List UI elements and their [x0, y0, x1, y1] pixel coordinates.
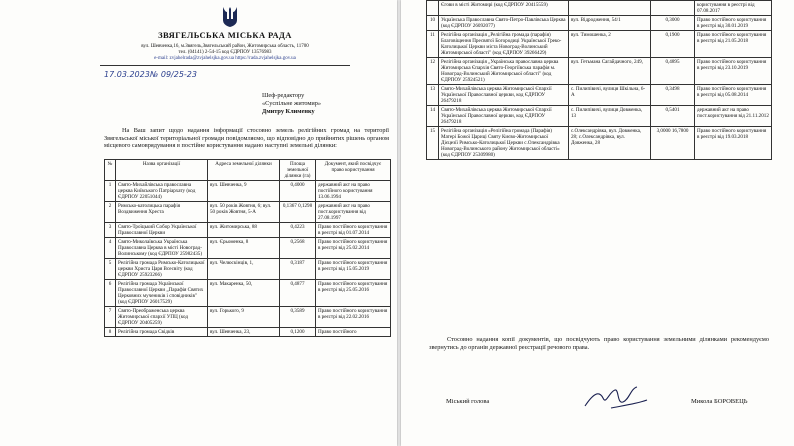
- row-number: 14: [427, 106, 439, 127]
- row-area: 0,4895: [651, 58, 695, 85]
- header-organization: Назва організації: [116, 160, 208, 181]
- row-area: 0,1367 0,1298: [280, 202, 316, 223]
- council-phones: тел. (04141) 2-54-15 код ЄДРПОУ 13576983: [178, 50, 272, 55]
- row-document: державний акт на право пост.користування від 21.11.2012: [695, 106, 772, 127]
- row-address: вул. Макаренка, 50,: [208, 280, 280, 307]
- row-address: вул. Житомирська, 88: [208, 223, 280, 238]
- row-address: вул. Гетьмана Сагайдачного, 249,: [569, 58, 651, 85]
- row-document: державний акт на право пост.користування від 27.08.1997: [316, 202, 391, 223]
- intro-paragraph: На Ваш запит щодо надання інформації стосовно земель релігійних громад на території Звягельської міської територіальної громади повідомляємо, що відповідно до прийнятих рішень органом місцевого самоврядування в постійне користування надано наступні земельні ділянки:: [104, 127, 389, 150]
- registration-date: 17.03.2023: [104, 70, 150, 79]
- table-row: [427, 127, 772, 160]
- table-row: [427, 106, 772, 127]
- row-document: користування в реєстрі від 07.08.2017: [695, 1, 772, 16]
- row-document: Право постійного користування в реєстрі від 19.03.2018: [695, 127, 772, 160]
- row-number: 10: [427, 16, 439, 31]
- row-address: с. Пилипівичі, вулиця Шкільна, 6-А: [569, 85, 651, 106]
- row-area: 0,3498: [651, 85, 695, 106]
- row-area: 0,4877: [280, 280, 316, 307]
- row-address: с. Пилипівичі, вулиця Довженка, 13: [569, 106, 651, 127]
- signatory-name: Микола БОРОВЕЦЬ: [691, 398, 748, 405]
- table-row: [427, 31, 772, 58]
- row-area: 3,0000 16,7800: [651, 127, 695, 160]
- row-address: [569, 1, 651, 16]
- table-row: [105, 280, 391, 307]
- row-address: вул. Тимошенка, 2: [569, 31, 651, 58]
- row-number: 12: [427, 58, 439, 85]
- row-organization: Свято-Михайлівська православна церква Київського Патріархату (код ЄДРПОУ 22051044): [116, 181, 208, 202]
- row-number: 7: [105, 307, 116, 328]
- row-organization: Релігійна громада Української Православної Церкви „Парафія Святих Церковних мучеників і сповідників" (код ЄДРПОУ 26017529): [116, 280, 208, 307]
- recipient-name: Дмитру Клименку: [262, 108, 315, 115]
- row-address: вул. Відродження, 54/1: [569, 16, 651, 31]
- header-address: Адреса земельної ділянки: [208, 160, 280, 181]
- row-organization: Свято-Троїцький Собор Української Православної Церкви: [116, 223, 208, 238]
- table-row: [427, 16, 772, 31]
- row-document: Право постійного користування в реєстрі від 15.05.2019: [316, 259, 391, 280]
- row-area: [651, 1, 695, 16]
- handwritten-signature: [581, 384, 651, 414]
- letter-page-2: [401, 0, 794, 446]
- row-area: 0,3187: [280, 259, 316, 280]
- row-address: вул. Єрьоменка, 8: [208, 238, 280, 259]
- row-area: 0,5401: [651, 106, 695, 127]
- row-area: 0,1900: [651, 31, 695, 58]
- row-document: Право постійного користування в реєстрі від 25.05.2016: [316, 280, 391, 307]
- row-organization: Українська Православна Свято-Петро-Павлівська Церква (код ЄДРПОУ 26092077): [439, 16, 569, 31]
- row-address: вул. Шевченка, 9: [208, 181, 280, 202]
- table-row: [105, 307, 391, 328]
- row-document: Право постійного користування в реєстрі від 22.02.2016: [316, 307, 391, 328]
- row-organization: Релігійна організація «Релігійна громада (Парафія) Матері Божої Цариці Святу Києво-Житомирської Дієцезії Римсько-Католицької Церкви с.Олександрівка Новоград-Волинського району Житомирської області» (код ЄДРПОУ 25309980): [439, 127, 569, 160]
- recipient-position: Шеф-редактору: [262, 92, 305, 99]
- letterhead-divider: [100, 65, 350, 66]
- table-row: [105, 181, 391, 202]
- row-number: 5: [105, 259, 116, 280]
- row-document: Право постійного користування в реєстрі від 25.02.2014: [316, 238, 391, 259]
- row-document: Право постійного користування в реєстрі від 30.01.2019: [695, 16, 772, 31]
- row-area: 0,4000: [280, 181, 316, 202]
- row-area: 0,2568: [280, 238, 316, 259]
- row-document: Право постійного користування в реєстрі від 01.07.2014: [316, 223, 391, 238]
- signatory-title: Міський голова: [446, 398, 490, 405]
- council-name: ЗВЯГЕЛЬСЬКА МІСЬКА РАДА: [158, 30, 292, 40]
- row-organization: Римсько-католицька парафія Воздвиження Хреста: [116, 202, 208, 223]
- table-row: [427, 85, 772, 106]
- table-header-row: [105, 160, 391, 181]
- row-document: Право постійного: [316, 328, 391, 337]
- row-number: 1: [105, 181, 116, 202]
- row-number: 6: [105, 280, 116, 307]
- row-number: 4: [105, 238, 116, 259]
- table-row: [105, 223, 391, 238]
- row-document: Право постійного користування в реєстрі від 23.10.2019: [695, 58, 772, 85]
- row-organization: Релігійна організація „Українська православна церква Житомирська Єпархія Свято-Георгіївська парафія м. Новоград-Волинський Житомирської області" (код ЄДРПОУ 25924521): [439, 58, 569, 85]
- table-row: [105, 238, 391, 259]
- row-organization: Релігійна громада Свідків: [116, 328, 208, 337]
- table-row: [105, 259, 391, 280]
- row-number: 13: [427, 85, 439, 106]
- trident-icon: [222, 6, 238, 28]
- row-organization: Свято-Михайлівська церква Житомирської Єпархії Української Православної церкви, код ЄДРПОУ 26479218: [439, 106, 569, 127]
- row-area: 0,4223: [280, 223, 316, 238]
- row-organization: Єгови в місті Житомирі (код ЄДРПОУ 20415559): [439, 1, 569, 16]
- table-row: [427, 1, 772, 16]
- row-organization: Свято-Преображенська церква Житомирської єпархії УПЦ (код ЄДРПОУ 20405259): [116, 307, 208, 328]
- row-document: Право постійного користування в реєстрі від 05.08.2014: [695, 85, 772, 106]
- row-number: 2: [105, 202, 116, 223]
- row-area: 0,3589: [280, 307, 316, 328]
- row-area: 0,3000: [651, 16, 695, 31]
- row-organization: Релігійна громада Римсько-Католицької церкви Христа Царя Всесвіту (код ЄДРПОУ 25923266): [116, 259, 208, 280]
- row-address: вул. Челюскінців, 1,: [208, 259, 280, 280]
- table-row: [105, 202, 391, 223]
- row-number: 3: [105, 223, 116, 238]
- header-number: №: [105, 160, 116, 181]
- row-organization: Релігійна організація „Релігійна громада (парафія) Благовіщення Пресвятої Богородиці Української Греко-Католицької Церкви міста Новоград-Волинський Житомирської області" (код ЄДРПОУ 39266429): [439, 31, 569, 58]
- row-address: вул. 50 років Жовтня, 6; вул. 50 років Жовтня, 5-А: [208, 202, 280, 223]
- row-address: с.Олександрівка, вул. Довженка, 28; с.Олександрівка, вул. Довженка, 28: [569, 127, 651, 160]
- land-plots-table: [104, 159, 391, 337]
- row-organization: Свято-Миколаївська Українська Православна Церква в місті Новоград-Волинському (код ЄДРПОУ 25982435): [116, 238, 208, 259]
- row-number: 15: [427, 127, 439, 160]
- table-row: [427, 58, 772, 85]
- header-area: Площа земельної ділянки (га): [280, 160, 316, 181]
- row-address: вул. Горького, 9: [208, 307, 280, 328]
- council-address: вул. Шевченка,16, м.Звягель,Звягельський район, Житомирська область, 11700: [141, 44, 309, 49]
- recipient-organization: «Суспільне житомир»: [262, 100, 322, 107]
- row-address: вул. Шевченка, 23,: [208, 328, 280, 337]
- row-number: 11: [427, 31, 439, 58]
- registration-number: № 09/25-23: [150, 70, 197, 79]
- closing-paragraph: Стосовно надання копії документів, що посвідчують право користування земельними ділянками рекомендуємо звернутись до органів державної реєстрації речового права.: [429, 336, 769, 351]
- row-organization: Свято-Михайлівська церква Житомирської Єпархії Української Православної церкви, код ЄДРПОУ 26479218: [439, 85, 569, 106]
- header-document: Документ, який посвідчує право користування: [316, 160, 391, 181]
- row-number: 8: [105, 328, 116, 337]
- row-document: державний акт на право постійного користування 13.06.1994: [316, 181, 391, 202]
- row-document: Право постійного користування в реєстрі від 21.05.2018: [695, 31, 772, 58]
- council-email: e-mail: zvjahelrada@zvjahelsjka.gov.ua https://rada.zvjahelsjka.gov.ua: [154, 56, 296, 61]
- row-area: 0,1200: [280, 328, 316, 337]
- table-row: [105, 328, 391, 337]
- row-number: [427, 1, 439, 16]
- land-plots-table-continued: [426, 0, 772, 160]
